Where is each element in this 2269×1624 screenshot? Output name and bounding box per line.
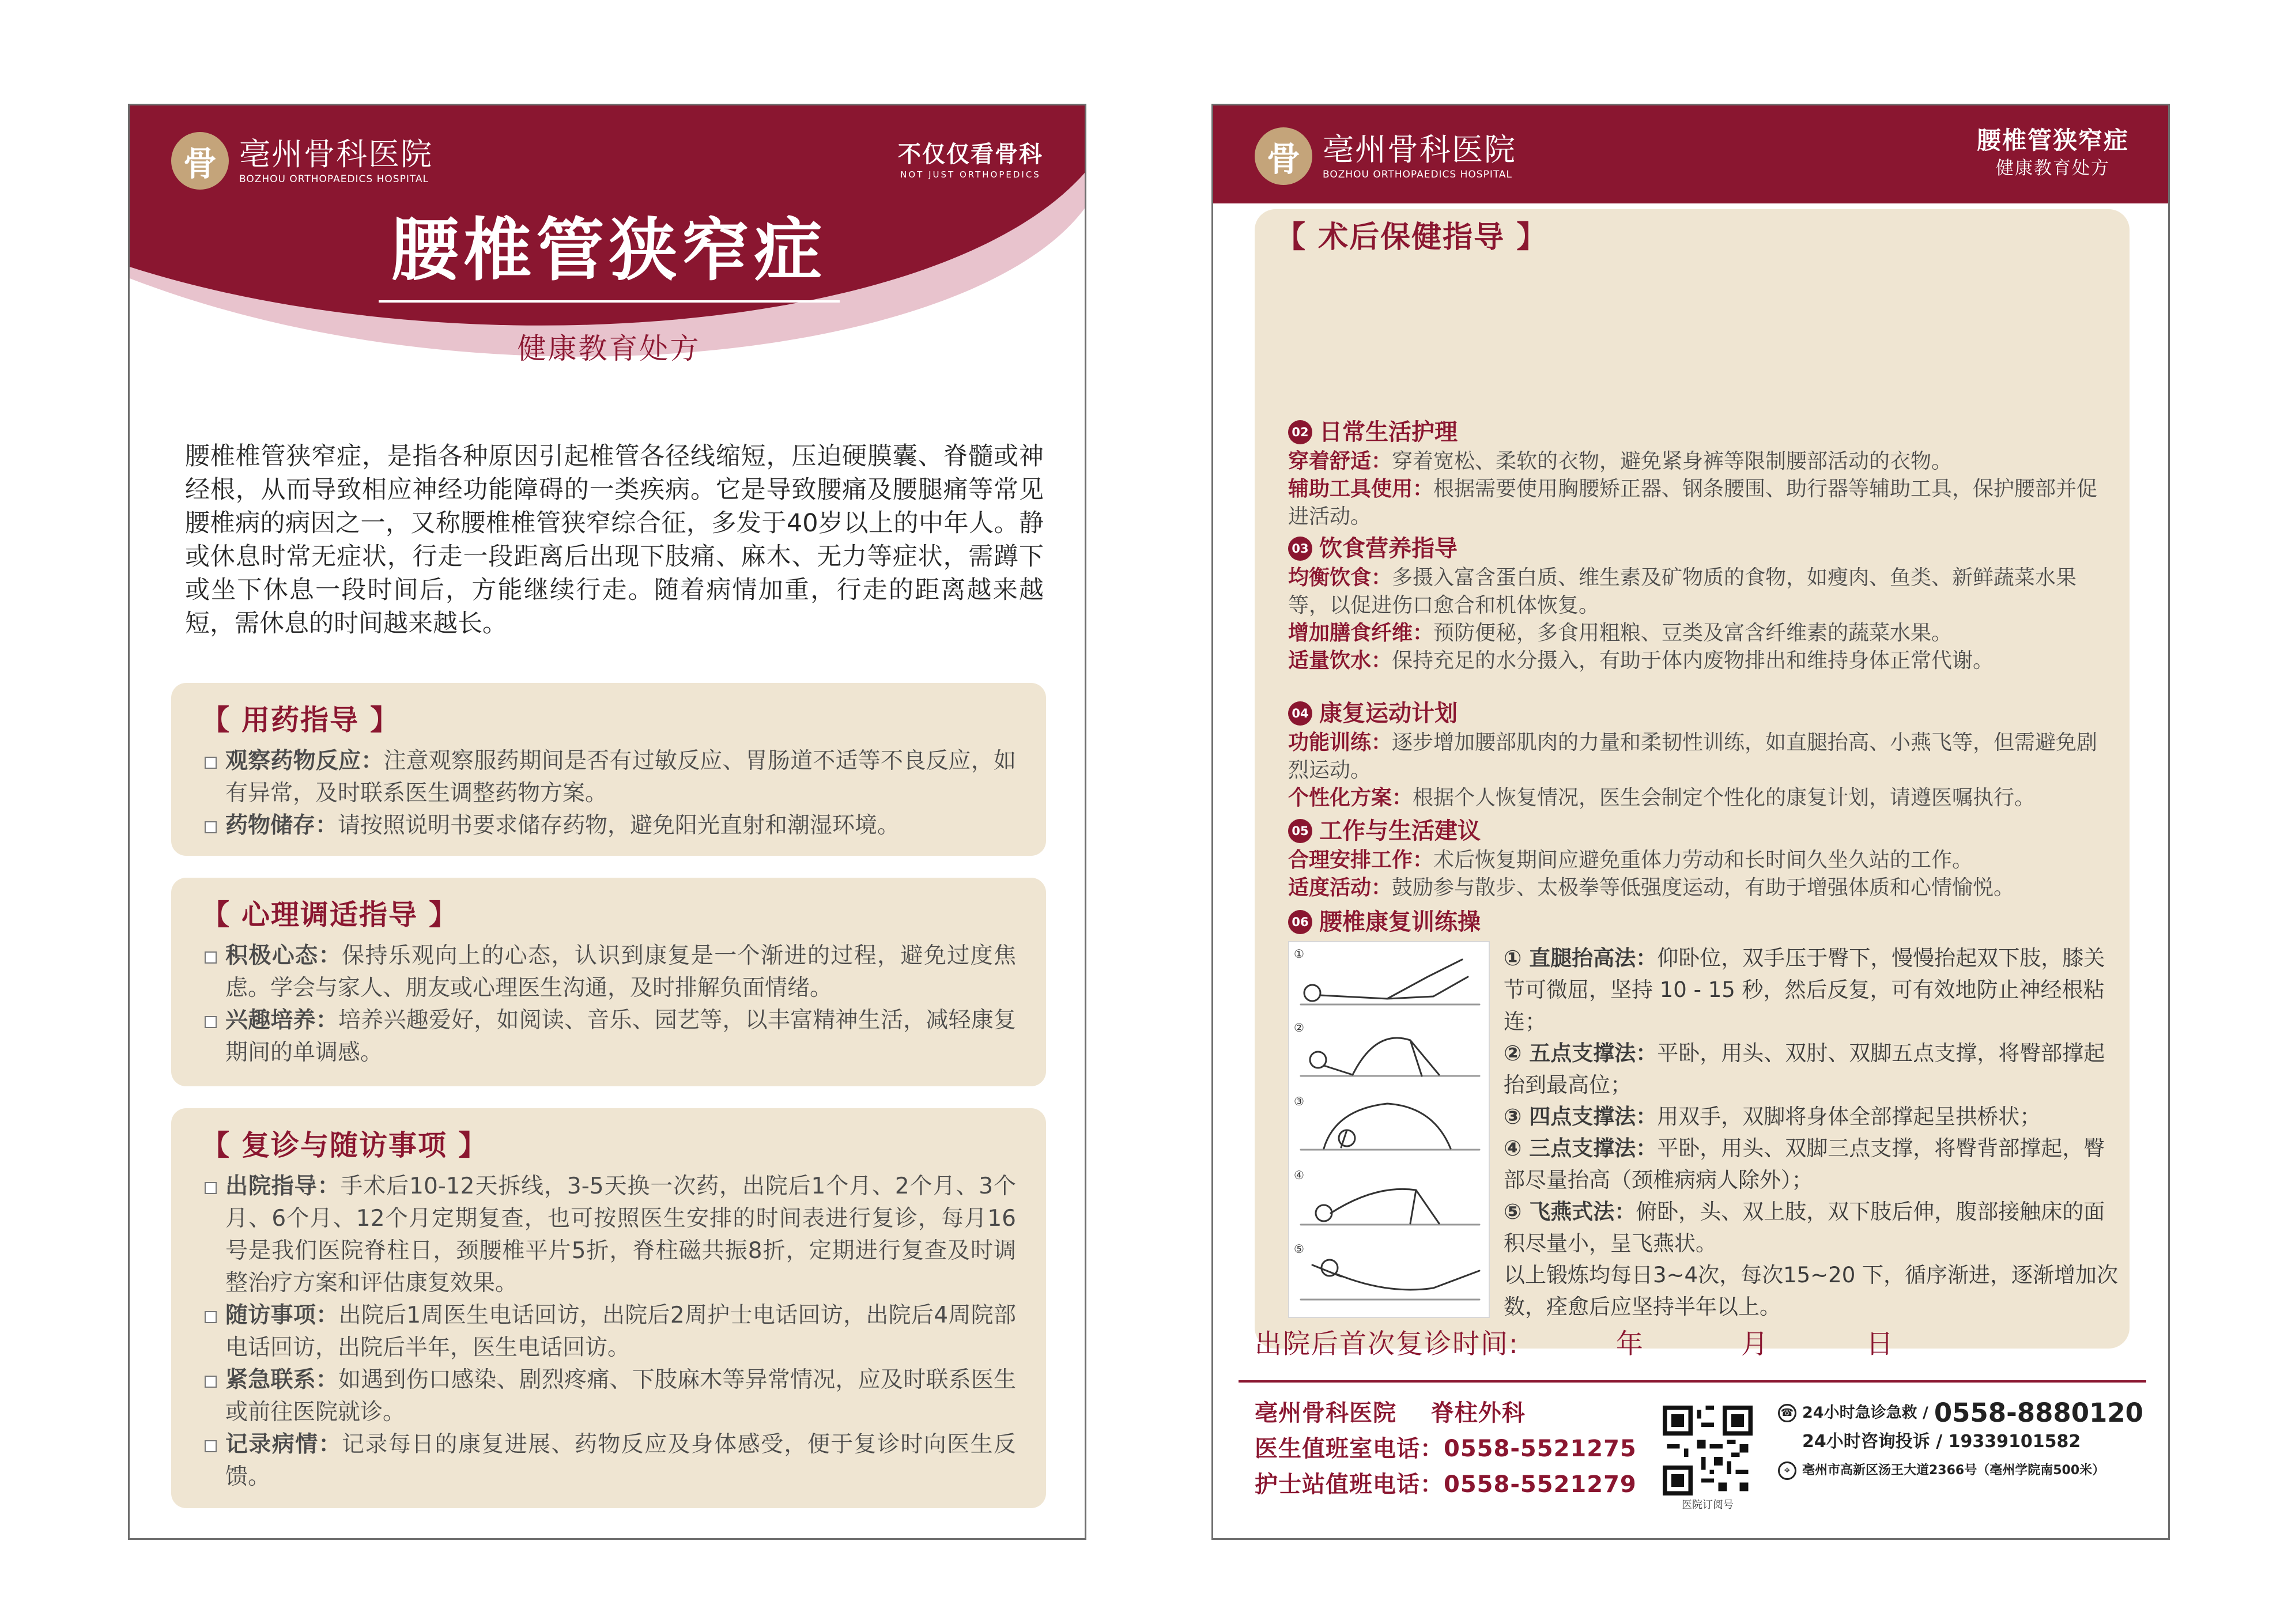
right-page [1211,104,2170,1540]
card-followup [171,1108,1046,1508]
section-number-badge: 04 [1288,701,1312,726]
section-number-badge: 02 [1288,420,1312,444]
page-subtitle: 健康教育处方 [517,332,701,365]
hospital-name: 亳州骨科医院 [1323,131,1516,168]
followup-day[interactable]: 日 [1866,1328,1894,1360]
title-underline [379,300,840,303]
exercise-instructions [1504,942,2118,1323]
card-title: 【 用药指导 】 [201,704,400,737]
address-row: ⌖ 亳州市高新区汤王大道2366号（亳州学院南500米） [1778,1456,2143,1485]
hospital-name: 亳州骨科医院 [239,136,433,172]
followup-date [1255,1327,1894,1362]
consult-row: 24小时咨询投诉 / 19339101582 [1802,1432,2081,1452]
slogan [898,140,1043,180]
exercise-item: ② 五点支撑法：平卧，用头、双肘、双脚五点支撑，将臀部撑起抬到最高位； [1504,1041,2105,1097]
text-line: 个性化方案：根据个人恢复情况，医生会制定个性化的康复计划，请遵医嘱执行。 [1288,786,2036,810]
hotlines [1778,1399,2143,1485]
exercise-item: ⑤ 飞燕式法：俯卧，头、双上肢，双下肢后伸，腹部接触床的面积尽量小，呈飞燕状。 [1504,1199,2105,1256]
left-page [128,104,1086,1540]
list-item: 随访事项：出院后1周医生电话回访，出院后2周护士电话回访，出院后4周院部电话回访，出院后半年，医生电话回访。 [201,1300,1016,1364]
exercise-label: ① [1294,947,1304,961]
followup-month[interactable]: 月 [1741,1328,1769,1360]
section-rehab-exercises [1288,907,2118,938]
exercise-item: ① 直腿抬高法：仰卧位，双手压于臀下，慢慢抬起双下肢，膝关节可微屈，坚持 10 - 15 秒，然后反复，可有效地防止神经根粘连； [1504,946,2105,1034]
list-item: 观察药物反应：注意观察服药期间是否有过敏反应、胃肠道不适等不良反应，如有异常，及时联系医生调整药物方案。 [201,745,1016,810]
header-subtitle: 健康教育处方 [1995,158,2110,179]
section-number-badge: 06 [1288,910,1312,934]
followup-label: 出院后首次复诊时间: [1255,1328,1519,1360]
text-line: 适度活动：鼓励参与散步、太极拳等低强度运动，有助于增强体质和心情愉悦。 [1288,876,2015,900]
qr-code-icon[interactable] [1663,1406,1753,1495]
card-psychology [171,878,1046,1086]
text-line: 增加膳食纤维：预防便秘，多食用粗粮、豆类及富含纤维素的蔬菜水果。 [1288,621,1953,645]
qr-label: 医院订阅号 [1682,1499,1734,1511]
exercise-item: ③ 四点支撑法：用双手，双脚将身体全部撑起呈拱桥状； [1504,1104,2041,1129]
text-line: 适量饮水：保持充足的水分摄入，有助于体内废物排出和维持身体正常代谢。 [1288,649,1994,673]
section-number-badge: 05 [1288,819,1312,843]
followup-year[interactable]: 年 [1615,1328,1644,1360]
emergency-row: ☎ 24小时急诊急救 / 0558-8880120 [1778,1399,2143,1427]
postop-title: 【 术后保健指导 】 [1275,220,1548,255]
slogan-cn: 不仅仅看骨科 [898,141,1043,168]
dept-line: 亳州骨科医院 脊柱外科 [1255,1400,1526,1426]
card-title: 【 复诊与随访事项 】 [201,1129,488,1162]
section-title: 饮食营养指导 [1319,535,1458,562]
text-line: 均衡饮食：多摄入富含蛋白质、维生素及矿物质的食物，如瘦肉、鱼类、新鲜蔬菜水果等，以促进伤口愈合和机体恢复。 [1288,566,2077,617]
section-title: 工作与生活建议 [1319,818,1481,844]
hospital-logo-icon: 骨 [171,132,229,190]
list-item: 紧急联系：如遇到伤口感染、剧烈疼痛、下肢麻木等异常情况，应及时联系医生或前往医院就诊。 [201,1364,1016,1429]
text-line: 功能训练：逐步增加腰部肌肉的力量和柔韧性训练，如直腿抬高、小燕飞等，但需避免剧烈运动。 [1288,731,2098,782]
section-exercise-plan [1288,698,2118,812]
nurse-phone: 护士站值班电话：0558-5521279 [1255,1471,1637,1498]
slogan-en: NOT JUST ORTHOPEDICS [900,169,1041,180]
card-medication [171,683,1046,856]
exercise-label: ③ [1294,1094,1304,1108]
list-item: 兴趣培养：培养兴趣爱好，如阅读、音乐、园艺等，以丰富精神生活，减轻康复期间的单调感。 [201,1004,1016,1069]
exercise-label: ② [1294,1021,1304,1034]
hospital-brand [171,132,433,190]
hospital-name-en: BOZHOU ORTHOPAEDICS HOSPITAL [1323,169,1512,180]
emergency-number: 0558-8880120 [1934,1398,2143,1428]
list-item: 出院指导：手术后10-12天拆线，3-5天换一次药，出院后1个月、2个月、3个月、6个月、12个月定期复查，也可按照医生安排的时间表进行复诊，每月16号是我们医院脊柱日，颈腰椎平片5折，脊柱磁共振8折，定期进行复查及时调整治疗方案和评估康复效果。 [201,1170,1016,1300]
section-title: 日常生活护理 [1319,419,1458,445]
section-number-badge: 03 [1288,537,1312,561]
exercise-figures-icon [1289,942,1491,1319]
text-line: 辅助工具使用：根据需要使用胸腰矫正器、钢条腰围、助行器等辅助工具，保护腰部并促进活动。 [1288,477,2098,528]
list-item: 药物储存：请按照说明书要求储存药物，避免阳光直射和潮湿环境。 [201,810,1016,842]
list-item: 积极心态：保持乐观向上的心态，认识到康复是一个渐进的过程，避免过度焦虑。学会与家人、朋友或心理医生沟通，及时排解负面情绪。 [201,940,1016,1004]
section-title: 腰椎康复训练操 [1319,909,1481,935]
hospital-logo-icon: 骨 [1255,127,1312,185]
exercise-label: ④ [1294,1168,1304,1182]
hospital-brand [1255,127,1516,185]
section-diet [1288,533,2118,675]
card-title: 【 心理调适指导 】 [201,898,459,931]
exercise-item: ④ 三点支撑法：平卧，用头、双脚三点支撑，将臀背部撑起，臀部尽量抬高（颈椎病病人除外）； [1504,1136,2105,1192]
doctor-phone: 医生值班室电话：0558-5521275 [1255,1436,1637,1462]
location-pin-icon: ⌖ [1778,1461,1796,1480]
contact-info [1255,1395,1637,1502]
footer-divider [1239,1380,2146,1383]
page-title: 腰椎管狭窄症 [391,210,827,290]
section-daily-care [1288,417,2118,531]
exercise-label: ⑤ [1294,1242,1304,1256]
exercise-illustration [1288,941,1490,1318]
section-title: 康复运动计划 [1319,700,1458,727]
header-title: 腰椎管狭窄症 [1976,126,2129,154]
intro-paragraph: 腰椎椎管狭窄症，是指各种原因引起椎管各径线缩短，压迫硬膜囊、脊髓或神经根，从而导致相应神经功能障碍的一类疾病。它是导致腰痛及腰腿痛等常见腰椎病的病因之一，又称腰椎椎管狭窄综合征，多发于40岁以上的中年人。静或休息时常无症状，行走一段距离后出现下肢痛、麻木、无力等症状，需蹲下或坐下休息一段时间后，方能继续行走。随着病情加重，行走的距离越来越短，需休息的时间越来越长。 [185,442,1044,638]
exercise-item: 以上锻炼均每日3~4次，每次15~20 下，循序渐进，逐渐增加次数，痊愈后应坚持半年以上。 [1504,1263,2119,1319]
section-work-life [1288,815,2118,902]
right-header [1213,105,2168,203]
text-line: 合理安排工作：术后恢复期间应避免重体力劳动和长时间久坐久站的工作。 [1288,848,1973,872]
header-doc-title [1977,125,2129,180]
list-item: 记录病情：记录每日的康复进展、药物反应及身体感受，便于复诊时向医生反馈。 [201,1429,1016,1493]
phone-icon: ☎ [1778,1404,1796,1422]
hospital-name-en: BOZHOU ORTHOPAEDICS HOSPITAL [239,173,429,185]
text-line: 穿着舒适：穿着宽松、柔软的衣物，避免紧身裤等限制腰部活动的衣物。 [1288,450,1953,473]
left-header [130,105,1085,365]
